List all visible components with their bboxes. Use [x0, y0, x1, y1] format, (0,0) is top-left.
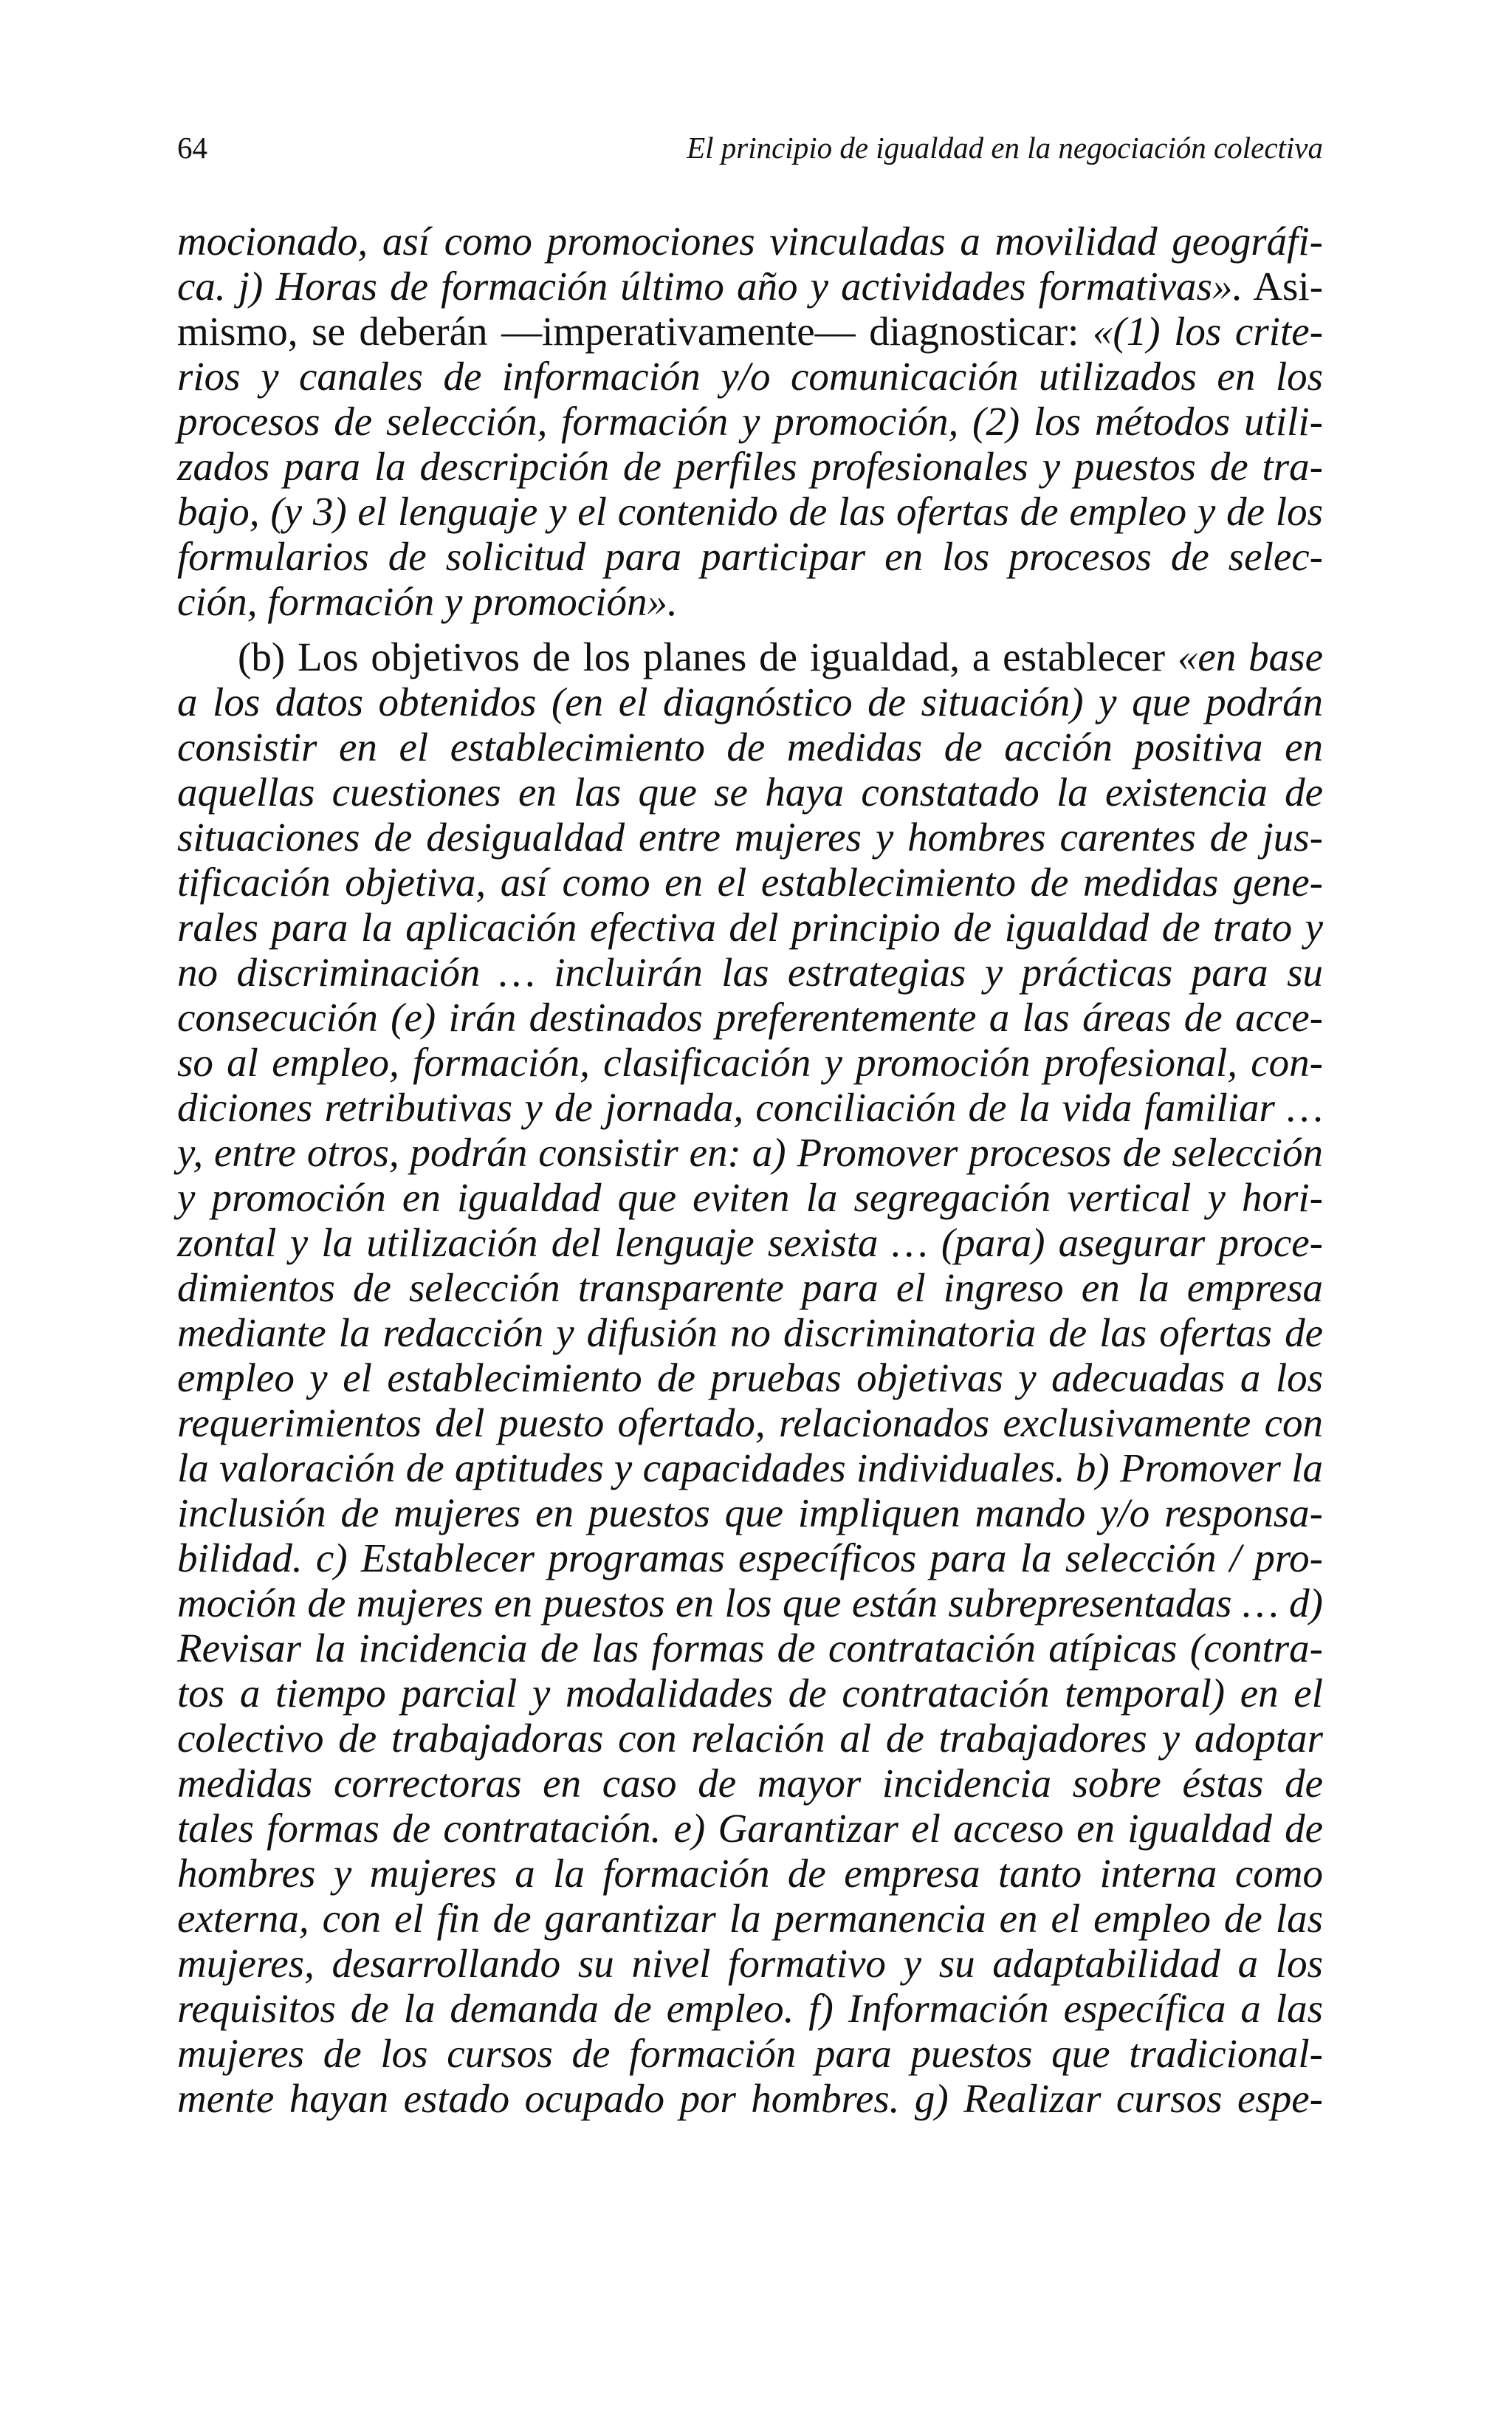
paragraph-gap	[177, 624, 1323, 634]
text-line: Revisar la incidencia de las formas de contratación atípicas (contra-	[177, 1625, 1323, 1671]
text-line: medidas correctoras en caso de mayor incidencia sobre éstas de	[177, 1761, 1323, 1806]
text-line: consecución (e) irán destinados preferentemente a las áreas de acce-	[177, 995, 1323, 1040]
text-line: no discriminación … incluirán las estrategias y prácticas para su	[177, 950, 1323, 995]
text-line: procesos de selección, formación y promoción, (2) los métodos utili-	[177, 399, 1323, 444]
text-line: a los datos obtenidos (en el diagnóstico de situación) y que podrán	[177, 679, 1323, 724]
text-line: aquellas cuestiones en las que se haya constatado la existencia de	[177, 770, 1323, 815]
text-line: empleo y el establecimiento de pruebas objetivas y adecuadas a los	[177, 1355, 1323, 1400]
text-line: mujeres, desarrollando su nivel formativo y su adaptabilidad a los	[177, 1941, 1323, 1986]
plain-text: (b) Los objetivos de los planes de igualdad, a establecer	[238, 634, 1178, 679]
text-line: dimientos de selección transparente para el ingreso en la empresa	[177, 1265, 1323, 1310]
text-line	[177, 264, 1323, 309]
paragraph-b	[177, 634, 1323, 2121]
text-line: la valoración de aptitudes y capacidades individuales. b) Promover la	[177, 1445, 1323, 1490]
text-line: rios y canales de información y/o comunicación utilizados en los	[177, 354, 1323, 399]
text-line: y promoción en igualdad que eviten la segregación vertical y hori-	[177, 1175, 1323, 1220]
text-line: mocionado, así como promociones vinculadas a movilidad geográfi-	[177, 219, 1323, 264]
text-line: situaciones de desigualdad entre mujeres y hombres carentes de jus-	[177, 815, 1323, 860]
text-line: bilidad. c) Establecer programas específicos para la selección / pro-	[177, 1535, 1323, 1580]
text-line: rales para la aplicación efectiva del principio de igualdad de trato y	[177, 905, 1323, 950]
quoted-text: ca. j) Horas de formación último año y actividades formativas».	[177, 264, 1243, 309]
text-line: requisitos de la demanda de empleo. f) Información específica a las	[177, 1986, 1323, 2031]
text-line: so al empleo, formación, clasificación y promoción profesional, con-	[177, 1040, 1323, 1085]
running-title: El principio de igualdad en la negociación colectiva	[687, 131, 1323, 165]
text-line: colectivo de trabajadoras con relación al de trabajadores y adoptar	[177, 1716, 1323, 1761]
quoted-text: «(1) los crite-	[1092, 309, 1324, 354]
text-line: hombres y mujeres a la formación de empresa tanto interna como	[177, 1851, 1323, 1896]
text-line	[177, 309, 1323, 354]
text-line: tos a tiempo parcial y modalidades de contratación temporal) en el	[177, 1671, 1323, 1716]
plain-text: Asi-	[1243, 264, 1324, 309]
page-number: 64	[177, 131, 207, 165]
text-line: y, entre otros, podrán consistir en: a) Promover procesos de selección	[177, 1130, 1323, 1175]
page-header	[177, 130, 1323, 182]
text-line: mediante la redacción y difusión no discriminatoria de las ofertas de	[177, 1310, 1323, 1355]
text-line: zados para la descripción de perfiles profesionales y puestos de tra-	[177, 444, 1323, 489]
paragraph-continuation	[177, 219, 1323, 624]
text-line: tales formas de contratación. e) Garantizar el acceso en igualdad de	[177, 1806, 1323, 1851]
text-line: externa, con el fin de garantizar la permanencia en el empleo de las	[177, 1896, 1323, 1941]
text-line: mujeres de los cursos de formación para puestos que tradicional-	[177, 2031, 1323, 2076]
text-line: inclusión de mujeres en puestos que impliquen mando y/o responsa-	[177, 1490, 1323, 1535]
text-line: bajo, (y 3) el lenguaje y el contenido de las ofertas de empleo y de los	[177, 489, 1323, 534]
text-line: mente hayan estado ocupado por hombres. g) Realizar cursos espe-	[177, 2076, 1323, 2121]
plain-text: mismo, se deberán —imperativamente— diagnosticar:	[177, 309, 1093, 354]
text-line: zontal y la utilización del lenguaje sexista … (para) asegurar proce-	[177, 1220, 1323, 1265]
text-line: moción de mujeres en puestos en los que están subrepresentadas … d)	[177, 1580, 1323, 1625]
text-line: diciones retributivas y de jornada, conciliación de la vida familiar …	[177, 1085, 1323, 1130]
text-line	[177, 634, 1323, 679]
text-line: requerimientos del puesto ofertado, relacionados exclusivamente con	[177, 1400, 1323, 1445]
text-line: tificación objetiva, así como en el establecimiento de medidas gene-	[177, 860, 1323, 905]
body-text	[177, 219, 1323, 2121]
text-line: consistir en el establecimiento de medidas de acción positiva en	[177, 724, 1323, 770]
text-line: formularios de solicitud para participar en los procesos de selec-	[177, 534, 1323, 579]
quoted-text: «en base	[1177, 634, 1323, 679]
text-line: ción, formación y promoción».	[177, 579, 678, 624]
